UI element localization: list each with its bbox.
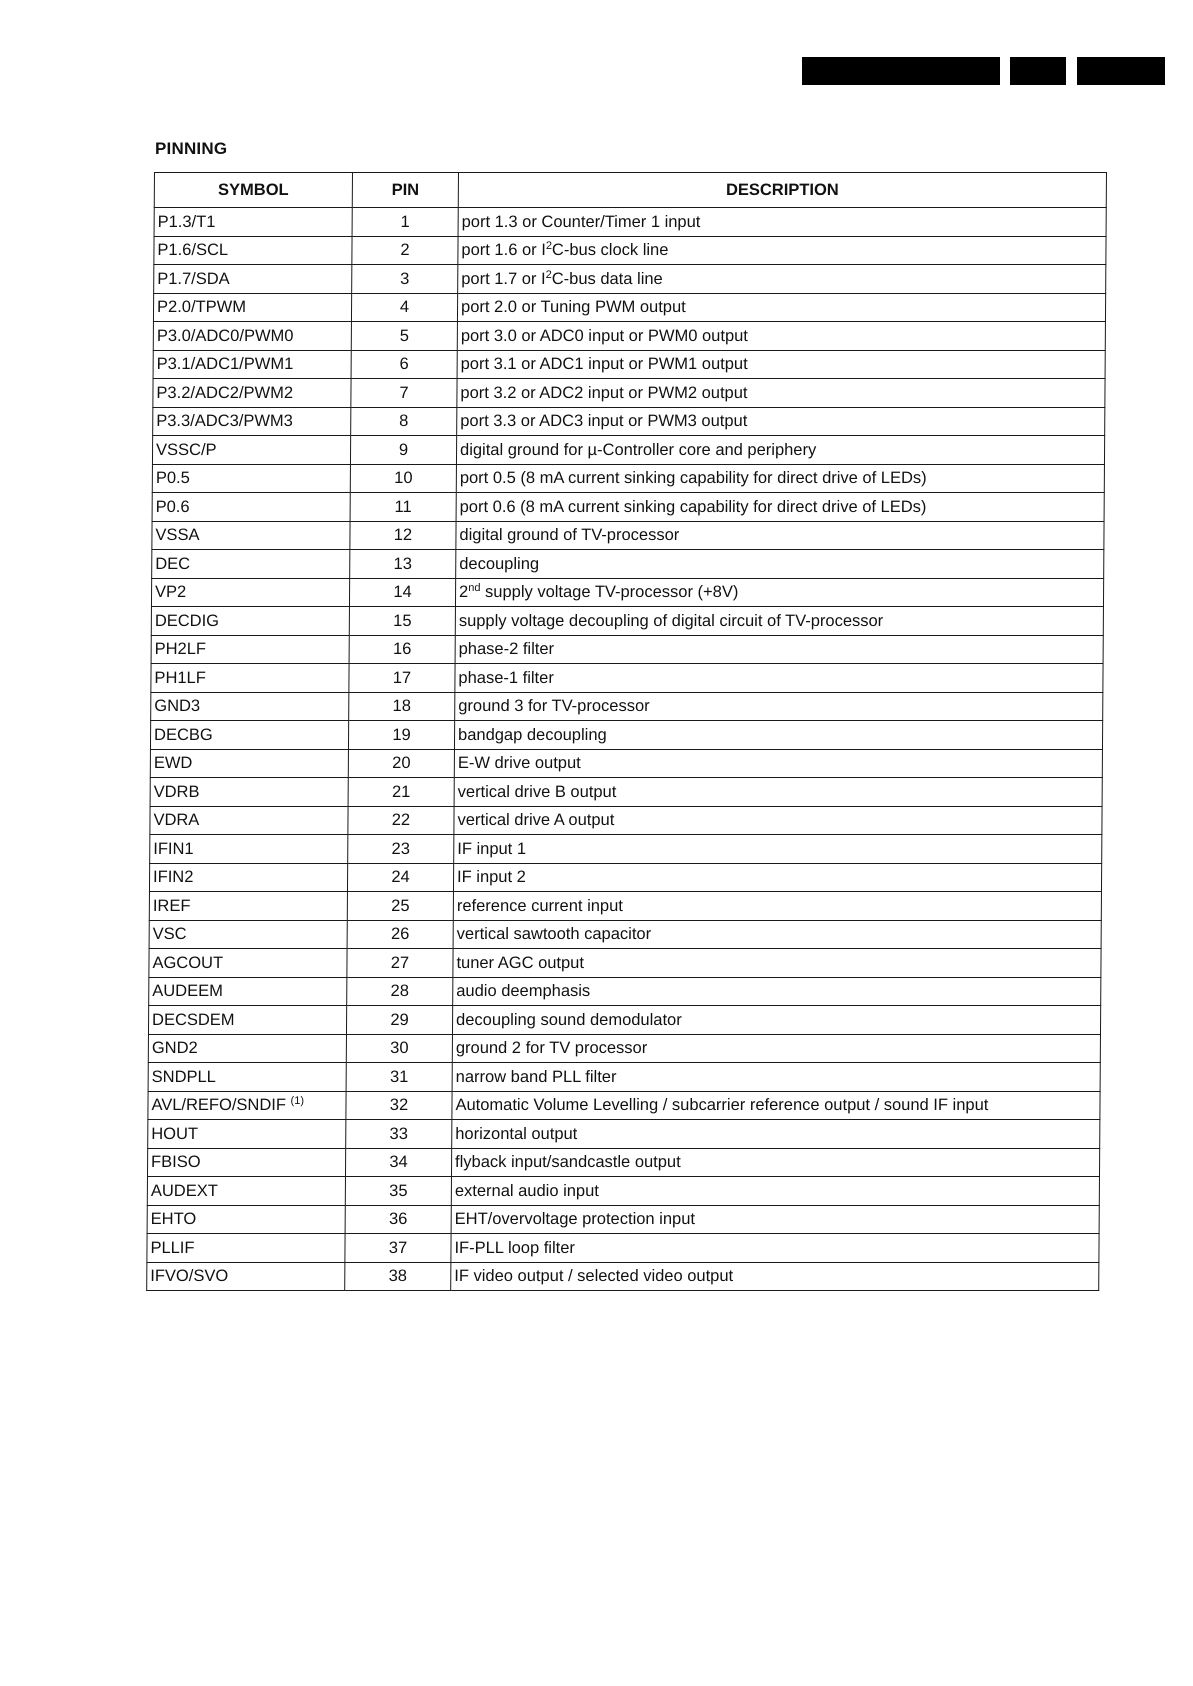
symbol-cell: P0.5 — [152, 464, 350, 493]
symbol-cell: IFIN2 — [149, 863, 347, 892]
description-cell: IF video output / selected video output — [451, 1262, 1099, 1291]
pin-cell: 33 — [346, 1120, 452, 1149]
pin-cell: 15 — [349, 607, 455, 636]
table-header-row — [154, 173, 1106, 208]
description-cell: port 1.6 or $I^2C$-bus clock line — [458, 236, 1106, 265]
description-cell: vertical drive A output — [454, 806, 1102, 835]
description-cell: port 3.0 or ADC0 input or PWM0 output — [457, 322, 1105, 351]
symbol-cell: DECDIG — [151, 607, 349, 636]
description-cell: E-W drive output — [454, 749, 1102, 778]
table-row — [153, 350, 1105, 379]
description-cell: reference current input — [453, 892, 1101, 921]
table-row — [153, 407, 1105, 436]
table-row — [147, 1234, 1099, 1263]
pin-cell: 34 — [345, 1148, 451, 1177]
pin-cell: 21 — [348, 778, 454, 807]
description-cell: horizontal output — [452, 1120, 1100, 1149]
table-row — [153, 322, 1105, 351]
pin-cell: 19 — [348, 721, 454, 750]
pinning-table — [146, 172, 1107, 1291]
description-cell: Automatic Volume Levelling / subcarrier reference output / sound IF input — [452, 1091, 1100, 1120]
table-row — [154, 236, 1106, 265]
symbol-cell: P1.6/SCL — [154, 236, 352, 265]
pin-cell: 30 — [346, 1034, 452, 1063]
pin-cell: 11 — [350, 493, 456, 522]
pin-cell: 8 — [351, 407, 457, 436]
table-row — [149, 863, 1101, 892]
pin-cell: 24 — [347, 863, 453, 892]
description-cell: port 3.2 or ADC2 input or PWM2 output — [457, 379, 1105, 408]
pin-cell: 1 — [352, 208, 458, 237]
pin-cell: 36 — [345, 1205, 451, 1234]
description-cell: IF-PLL loop filter — [451, 1234, 1099, 1263]
pin-cell: 31 — [346, 1063, 452, 1092]
description-cell: vertical drive B output — [454, 778, 1102, 807]
symbol-cell: AVL/REFO/SNDIF $^{(1)}$ — [148, 1091, 346, 1120]
symbol-cell: VP2 — [151, 578, 349, 607]
symbol-cell: P2.0/TPWM — [153, 293, 351, 322]
section-title: PINNING — [155, 139, 228, 158]
symbol-cell: DECBG — [150, 721, 348, 750]
table-row — [152, 464, 1104, 493]
table-row — [150, 721, 1102, 750]
pin-cell: 22 — [348, 806, 454, 835]
description-cell: 2nd supply voltage TV-processor (+8V) — [455, 578, 1103, 607]
table-row — [148, 1063, 1100, 1092]
pin-cell: 26 — [347, 920, 453, 949]
pin-cell: 9 — [350, 436, 456, 465]
table-row — [151, 692, 1103, 721]
pin-cell: 18 — [349, 692, 455, 721]
table-row — [151, 664, 1103, 693]
description-cell: phase-2 filter — [455, 635, 1103, 664]
symbol-cell: AGCOUT — [149, 949, 347, 978]
table-row — [149, 920, 1101, 949]
symbol-cell: SNDPLL — [148, 1063, 346, 1092]
pin-cell: 25 — [347, 892, 453, 921]
header-description: DESCRIPTION — [458, 173, 1106, 208]
pin-cell: 16 — [349, 635, 455, 664]
pin-cell: 4 — [351, 293, 457, 322]
table-row — [151, 578, 1103, 607]
description-cell: port 3.3 or ADC3 input or PWM3 output — [457, 407, 1105, 436]
description-cell: flyback input/sandcastle output — [451, 1148, 1099, 1177]
pin-cell: 20 — [348, 749, 454, 778]
description-cell: decoupling sound demodulator — [452, 1006, 1100, 1035]
header-black-bar — [1010, 57, 1066, 85]
description-cell: audio deemphasis — [453, 977, 1101, 1006]
description-cell: ground 2 for TV processor — [452, 1034, 1100, 1063]
description-cell: port 0.6 (8 mA current sinking capability for direct drive of LEDs) — [456, 493, 1104, 522]
symbol-cell: GND3 — [151, 692, 349, 721]
symbol-cell: IREF — [149, 892, 347, 921]
symbol-cell: P1.3/T1 — [154, 208, 352, 237]
description-cell: port 0.5 (8 mA current sinking capability for direct drive of LEDs) — [456, 464, 1104, 493]
table-row — [152, 521, 1104, 550]
table-row — [151, 635, 1103, 664]
table-body — [147, 208, 1107, 1291]
description-cell: IF input 2 — [453, 863, 1101, 892]
table-row — [149, 892, 1101, 921]
description-cell: vertical sawtooth capacitor — [453, 920, 1101, 949]
table-row — [147, 1205, 1099, 1234]
table-row — [147, 1148, 1099, 1177]
table-row — [150, 778, 1102, 807]
table-row — [154, 208, 1106, 237]
table-row — [152, 493, 1104, 522]
symbol-cell: PH2LF — [151, 635, 349, 664]
table-row — [149, 949, 1101, 978]
description-cell: port 2.0 or Tuning PWM output — [457, 293, 1105, 322]
symbol-cell: P3.1/ADC1/PWM1 — [153, 350, 351, 379]
header-symbol: SYMBOL — [154, 173, 352, 208]
pin-cell: 14 — [349, 578, 455, 607]
pin-cell: 35 — [345, 1177, 451, 1206]
pin-cell: 32 — [346, 1091, 452, 1120]
table-row — [152, 550, 1104, 579]
pin-cell: 17 — [349, 664, 455, 693]
symbol-cell: AUDEEM — [149, 977, 347, 1006]
pin-cell: 27 — [347, 949, 453, 978]
table-row — [150, 749, 1102, 778]
pin-cell: 3 — [352, 265, 458, 294]
pin-cell: 23 — [348, 835, 454, 864]
symbol-cell: DECSDEM — [148, 1006, 346, 1035]
table-row — [153, 293, 1105, 322]
pin-cell: 28 — [347, 977, 453, 1006]
symbol-cell: VSSC/P — [152, 436, 350, 465]
table-row — [147, 1262, 1099, 1291]
description-cell: EHT/overvoltage protection input — [451, 1205, 1099, 1234]
symbol-cell: PH1LF — [151, 664, 349, 693]
description-cell: narrow band PLL filter — [452, 1063, 1100, 1092]
symbol-cell: VSC — [149, 920, 347, 949]
symbol-cell: P3.2/ADC2/PWM2 — [153, 379, 351, 408]
description-cell: phase-1 filter — [455, 664, 1103, 693]
symbol-cell: VDRB — [150, 778, 348, 807]
description-cell: digital ground for µ-Controller core and periphery — [456, 436, 1104, 465]
pin-cell: 7 — [351, 379, 457, 408]
header-black-bar — [802, 57, 1000, 85]
table-row — [147, 1177, 1099, 1206]
symbol-cell: VSSA — [152, 521, 350, 550]
pin-cell: 10 — [350, 464, 456, 493]
pin-cell: 6 — [351, 350, 457, 379]
description-cell: decoupling — [456, 550, 1104, 579]
pin-cell: 2 — [352, 236, 458, 265]
pin-cell: 13 — [350, 550, 456, 579]
description-cell: port 3.1 or ADC1 input or PWM1 output — [457, 350, 1105, 379]
pin-cell: 38 — [345, 1262, 451, 1291]
description-cell: tuner AGC output — [453, 949, 1101, 978]
table-row — [149, 977, 1101, 1006]
table-row — [148, 1006, 1100, 1035]
pin-cell: 37 — [345, 1234, 451, 1263]
symbol-cell: IFIN1 — [150, 835, 348, 864]
description-cell: bandgap decoupling — [454, 721, 1102, 750]
pin-cell: 5 — [351, 322, 457, 351]
symbol-cell: EWD — [150, 749, 348, 778]
table-row — [148, 1091, 1100, 1120]
pin-cell: 29 — [346, 1006, 452, 1035]
table-row — [153, 379, 1105, 408]
description-cell: port 1.3 or Counter/Timer 1 input — [458, 208, 1106, 237]
symbol-cell: DEC — [152, 550, 350, 579]
table-row — [154, 265, 1106, 294]
symbol-cell: VDRA — [150, 806, 348, 835]
description-cell: supply voltage decoupling of digital circuit of TV-processor — [455, 607, 1103, 636]
symbol-cell: P3.0/ADC0/PWM0 — [153, 322, 351, 351]
symbol-cell: AUDEXT — [147, 1177, 345, 1206]
description-cell: port 1.7 or $I^2C$-bus data line — [458, 265, 1106, 294]
table-row — [150, 806, 1102, 835]
symbol-cell: P3.3/ADC3/PWM3 — [153, 407, 351, 436]
symbol-cell: P0.6 — [152, 493, 350, 522]
description-cell: ground 3 for TV-processor — [455, 692, 1103, 721]
table-row — [151, 607, 1103, 636]
symbol-cell: EHTO — [147, 1205, 345, 1234]
header-black-bar — [1077, 57, 1165, 85]
header-pin: PIN — [352, 173, 458, 208]
symbol-cell: P1.7/SDA — [154, 265, 352, 294]
symbol-cell: HOUT — [148, 1120, 346, 1149]
description-cell: IF input 1 — [454, 835, 1102, 864]
symbol-cell: PLLIF — [147, 1234, 345, 1263]
table-row — [148, 1120, 1100, 1149]
symbol-cell: IFVO/SVO — [147, 1262, 345, 1291]
description-cell: external audio input — [451, 1177, 1099, 1206]
pin-cell: 12 — [350, 521, 456, 550]
symbol-cell: FBISO — [147, 1148, 345, 1177]
description-cell: digital ground of TV-processor — [456, 521, 1104, 550]
symbol-cell: GND2 — [148, 1034, 346, 1063]
table-row — [150, 835, 1102, 864]
table-row — [152, 436, 1104, 465]
table-row — [148, 1034, 1100, 1063]
